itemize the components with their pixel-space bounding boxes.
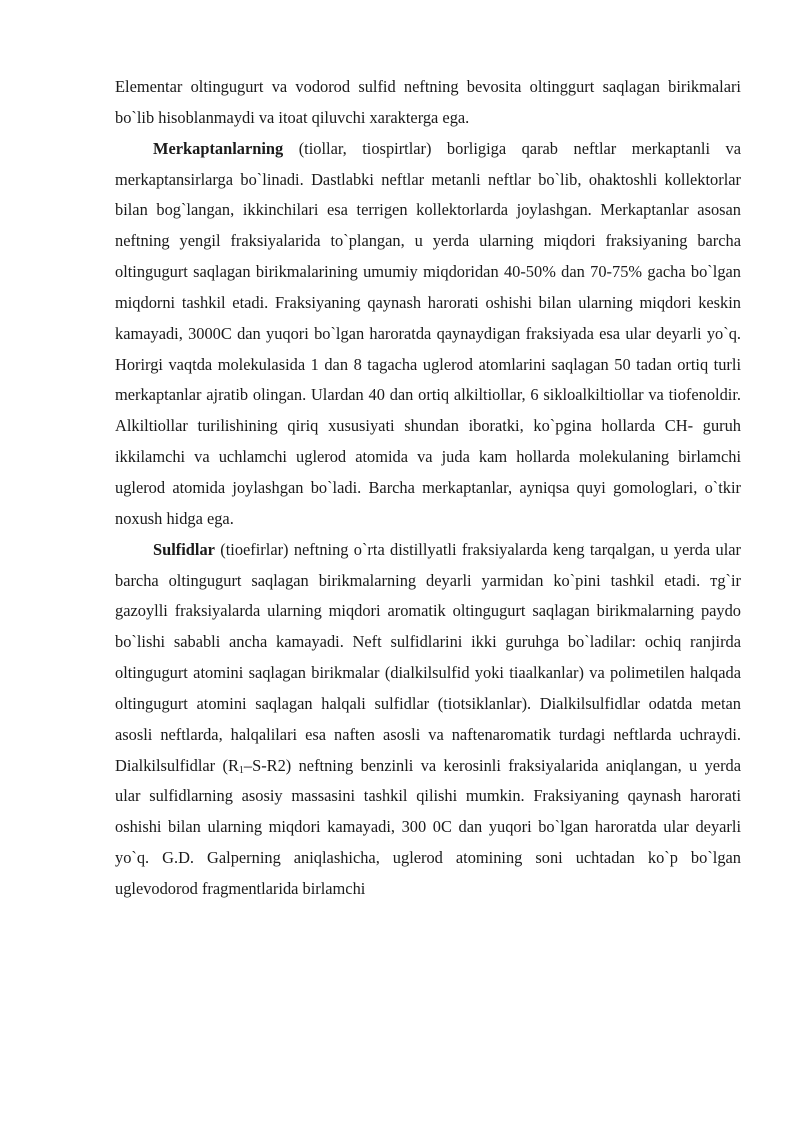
paragraph-text: –S-R2) neftning benzinli va kerosinli fraksiyalarida aniqlangan, u yerda ular sulfidlarning asosiy massasini tashkil qilishi mumkin. Fraksiyaning qaynash harorati oshishi bilan ularning miqdori kamayadi, 300 0C dan yuqori bo`lgan haroratda ular deyarli yo`q. G.D. Galperning aniqlashicha, uglerod atomining soni uchtadan ko`p bo`lgan uglevodorod fragmentlarida birlamchi (115, 755, 741, 898)
paragraph-mercaptans (115, 134, 741, 535)
paragraph-text: (tioefirlar) neftning o`rta distillyatli fraksiyalarda keng tarqalgan, u yerda ular barcha oltingugurt saqlagan birikmalarning deyarli yarmidan ko`pini tashkil etadi. тg`ir gazoylli fraksiyalarda ularning miqdori aromatik oltingugurt saqlagan birikmalarning paydo bo`lishi sababli ancha kamayadi. Neft sulfidlarini ikki guruhga bo`ladilar: ochiq ranjirda oltingugurt atomini saqlagan birikmalar (dialkilsulfid yoki tiaalkanlar) va polimetilen halqada oltingugurt atomini saqlagan halqali sulfidlar (tiotsiklanlar). Dialkilsulfidlar odatda metan asosli neftlarda, halqalilari esa naften asosli va naftenaromatik turdagi neftlarda uchraydi. Dialkilsulfidlar (R (115, 539, 741, 775)
paragraph-text: (tiollar, tiospirtlar) borligiga qarab neftlar merkaptanli va merkaptansirlarga bo`linadi. Dastlabki neftlar metanli neftlar bo`lib, ohaktoshli kollektorlar bilan bog`langan, ikkinchilari esa terrigen kollektorlarda joylashgan. Merkaptanlar asosan neftning yengil fraksiyalarida to`plangan, u yerda ularning miqdori fraksiyaning barcha oltingugurt saqlagan birikmalarining umumiy miqdoridan 40-50% dan 70-75% gacha bo`lgan miqdorni tashkil etadi. Fraksiyaning qaynash harorati oshishi bilan ularning miqdori keskin kamayadi, 3000C dan yuqori bo`lgan haroratda qaynaydigan fraksiyada esa ular deyarli yo`q. Horirgi vaqtda molekulasida 1 dan 8 tagacha uglerod atomlarini saqlagan 50 tadan ortiq turli merkaptanlar ajratib olingan. Ulardan 40 dan ortiq alkiltiollar, 6 sikloalkiltiollar va tiofenoldir. Alkiltiollar turilishining qiriq xususiyati shundan iboratki, ko`pgina hollarda CH- guruh ikkilamchi va uchlamchi uglerod atomida va juda kam hollarda molekulaning birlamchi uglerod atomida joylashgan bo`ladi. Barcha merkaptanlar, ayniqsa quyi gomologlari, o`tkir noxush hidga ega. (115, 138, 741, 528)
term-mercaptans: Merkaptanlarning (153, 138, 284, 158)
paragraph-elemental-sulfur (115, 72, 741, 134)
paragraph-sulfides (115, 535, 741, 905)
paragraph-text: Elementar oltingugurt va vodorod sulfid neftning bevosita oltinggurt saqlagan birikmalari bo`lib hisoblanmaydi va itoat qiluvchi xarakterga ega. (115, 77, 741, 127)
document-page (115, 72, 741, 905)
subscript: 1 (238, 764, 244, 776)
term-sulfides: Sulfidlar (153, 539, 215, 559)
